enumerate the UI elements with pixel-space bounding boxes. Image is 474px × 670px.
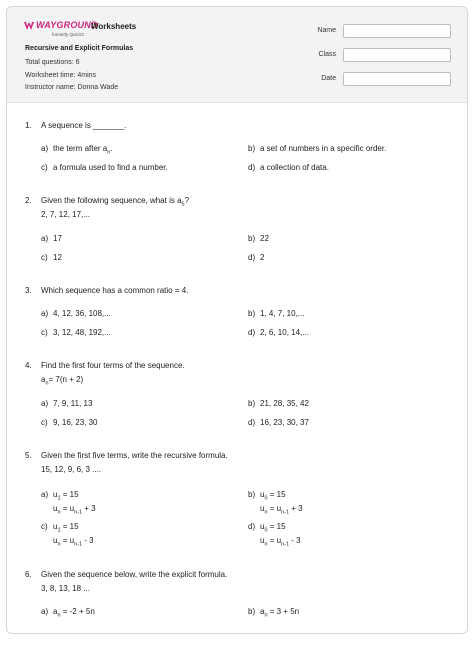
option-b[interactable]	[248, 234, 269, 243]
formula-subscript: 0	[264, 495, 268, 502]
worksheet-page	[6, 6, 468, 634]
question-number: 2.	[25, 196, 32, 205]
formula-var: u	[260, 536, 265, 545]
option-a-line2	[53, 504, 96, 516]
question-text: Given the sequence below, write the explicit formula.	[41, 570, 228, 579]
option-text: 21, 28, 35, 42	[260, 399, 309, 408]
option-b[interactable]	[248, 399, 309, 408]
formula-tail: + 3	[289, 504, 303, 513]
formula-var: u	[53, 522, 58, 531]
option-c[interactable]	[41, 163, 168, 172]
option-text: 3, 12, 48, 192,...	[53, 328, 111, 337]
logo-icon	[24, 21, 34, 31]
option-d[interactable]	[248, 522, 286, 534]
formula-subscript: n	[264, 612, 268, 619]
option-text: 9, 16, 23, 30	[53, 418, 98, 427]
instructor-name: Instructor name: Donna Wade	[25, 84, 119, 91]
option-b[interactable]	[248, 607, 299, 619]
question-text: A sequence is _______.	[41, 121, 127, 130]
option-subscript: n	[107, 149, 111, 156]
question-text-main: Given the following sequence, what is a	[41, 196, 182, 205]
class-field[interactable]	[343, 48, 451, 62]
date-field[interactable]	[343, 72, 451, 86]
option-letter: a)	[41, 490, 49, 499]
formula-var: u	[53, 504, 58, 513]
option-letter: a)	[41, 309, 49, 318]
worksheet-time: Worksheet time: 4mins	[25, 72, 97, 79]
question-text	[41, 196, 189, 208]
option-b[interactable]	[248, 309, 304, 318]
formula-subscript: n	[45, 380, 49, 387]
formula-subscript: n-1	[281, 541, 290, 548]
formula-tail: = 3 + 5n	[267, 607, 300, 616]
formula-subscript: n	[57, 612, 61, 619]
formula-tail: = 15	[60, 490, 79, 499]
worksheet-title: Recursive and Explicit Formulas	[25, 45, 134, 52]
formula-subscript: n	[264, 541, 268, 548]
option-tail: .	[110, 144, 113, 153]
option-a[interactable]	[41, 234, 62, 243]
question-number: 6.	[25, 570, 32, 579]
formula-var: a	[260, 607, 265, 616]
name-field[interactable]	[343, 24, 451, 38]
option-text: 2	[260, 253, 265, 262]
option-a[interactable]	[41, 490, 79, 502]
option-b[interactable]	[248, 490, 286, 502]
option-c-line2	[53, 536, 94, 548]
option-letter: a)	[41, 607, 49, 616]
formula-tail: = 15	[60, 522, 79, 531]
option-c[interactable]	[41, 253, 62, 262]
formula-tail: = 7(n + 2)	[48, 375, 84, 384]
option-a[interactable]	[41, 399, 92, 408]
option-letter: c)	[41, 163, 48, 172]
formula-subscript: n-1	[74, 541, 83, 548]
option-letter: b)	[248, 399, 256, 408]
option-letter: d)	[248, 328, 256, 337]
option-c[interactable]	[41, 418, 97, 427]
question-number: 4.	[25, 361, 32, 370]
formula-tail: + 3	[82, 504, 96, 513]
logo-subtext: formerly Quizizz	[52, 32, 85, 37]
option-letter: c)	[41, 253, 48, 262]
formula-tail: = 15	[267, 490, 286, 499]
option-d[interactable]	[248, 328, 309, 337]
logo-text: WAYGROUND	[36, 20, 98, 30]
formula-subscript: n	[57, 509, 61, 516]
option-a[interactable]	[41, 309, 111, 318]
option-text: 7, 9, 11, 13	[53, 399, 93, 408]
formula-var: u	[260, 522, 265, 531]
option-text: 22	[260, 234, 269, 243]
question-number: 5.	[25, 451, 32, 460]
formula-mid: = u	[267, 504, 282, 513]
formula-subscript: n	[57, 541, 61, 548]
formula-tail: - 3	[289, 536, 301, 545]
question-text: Which sequence has a common ratio = 4.	[41, 286, 189, 295]
option-text: 4, 12, 36, 108,...	[53, 309, 111, 318]
option-text: 1, 4, 7, 10,...	[260, 309, 305, 318]
question-sequence: 2, 7, 12, 17,...	[41, 210, 90, 219]
question-sequence: 15, 12, 9, 6, 3 ....	[41, 465, 102, 474]
formula-subscript: n-1	[74, 509, 83, 516]
option-d[interactable]	[248, 253, 264, 262]
wayground-logo	[24, 20, 98, 42]
name-label: Name	[317, 27, 336, 34]
formula-var: u	[260, 490, 265, 499]
question-number: 3.	[25, 286, 32, 295]
formula-mid: = u	[60, 536, 75, 545]
question-subscript: 5	[181, 201, 185, 208]
brand-title: Worksheets	[91, 22, 137, 31]
question-text-tail: ?	[184, 196, 190, 205]
option-text: 17	[53, 234, 62, 243]
option-a[interactable]	[41, 607, 95, 619]
option-letter: b)	[248, 234, 256, 243]
formula-mid: = u	[267, 536, 282, 545]
option-letter: b)	[248, 607, 256, 616]
option-letter: c)	[41, 522, 48, 531]
option-letter: d)	[248, 522, 256, 531]
option-b-line2	[260, 504, 303, 516]
option-c[interactable]	[41, 328, 111, 337]
formula-var: u	[53, 536, 58, 545]
formula-mid: = u	[60, 504, 75, 513]
option-letter: a)	[41, 399, 49, 408]
option-letter: a)	[41, 234, 49, 243]
option-letter: b)	[248, 309, 256, 318]
option-d[interactable]	[248, 418, 309, 427]
question-text: Given the first five terms, write the recursive formula.	[41, 451, 228, 460]
option-letter: c)	[41, 328, 48, 337]
question-text: Find the first four terms of the sequence.	[41, 361, 185, 370]
formula-subscript: n	[264, 509, 268, 516]
option-text: a collection of data.	[260, 163, 329, 172]
formula-var: u	[260, 504, 265, 513]
date-label: Date	[321, 75, 336, 82]
formula-subscript: 0	[264, 527, 268, 534]
option-text: 16, 23, 30, 37	[260, 418, 309, 427]
option-text: 2, 6, 10, 14,...	[260, 328, 309, 337]
question-number: 1.	[25, 121, 32, 130]
option-c[interactable]	[41, 522, 79, 534]
worksheet-header	[7, 7, 467, 103]
question-sequence: 3, 8, 13, 18 ...	[41, 584, 90, 593]
option-letter: b)	[248, 144, 256, 153]
option-text: a formula used to find a number.	[53, 163, 168, 172]
formula-tail: = 15	[267, 522, 286, 531]
option-a[interactable]	[41, 144, 113, 156]
option-text: the term after a	[53, 144, 108, 153]
option-letter: b)	[248, 490, 256, 499]
option-d-line2	[260, 536, 301, 548]
option-text: a set of numbers in a specific order.	[260, 144, 387, 153]
option-b[interactable]	[248, 144, 386, 153]
option-letter: d)	[248, 253, 256, 262]
formula-subscript: 1	[57, 495, 61, 502]
formula-subscript: n-1	[281, 509, 290, 516]
total-questions: Total questions: 6	[25, 59, 80, 66]
option-letter: d)	[248, 163, 256, 172]
class-label: Class	[318, 51, 336, 58]
option-letter: a)	[41, 144, 49, 153]
formula-tail: - 3	[82, 536, 94, 545]
option-d[interactable]	[248, 163, 329, 172]
formula-var: a	[53, 607, 58, 616]
formula-subscript: 1	[57, 527, 61, 534]
question-formula	[41, 375, 83, 387]
formula-var: u	[53, 490, 58, 499]
formula-tail: = -2 + 5n	[60, 607, 95, 616]
option-text: 12	[53, 253, 62, 262]
option-letter: c)	[41, 418, 48, 427]
formula-var: a	[41, 375, 46, 384]
option-letter: d)	[248, 418, 256, 427]
